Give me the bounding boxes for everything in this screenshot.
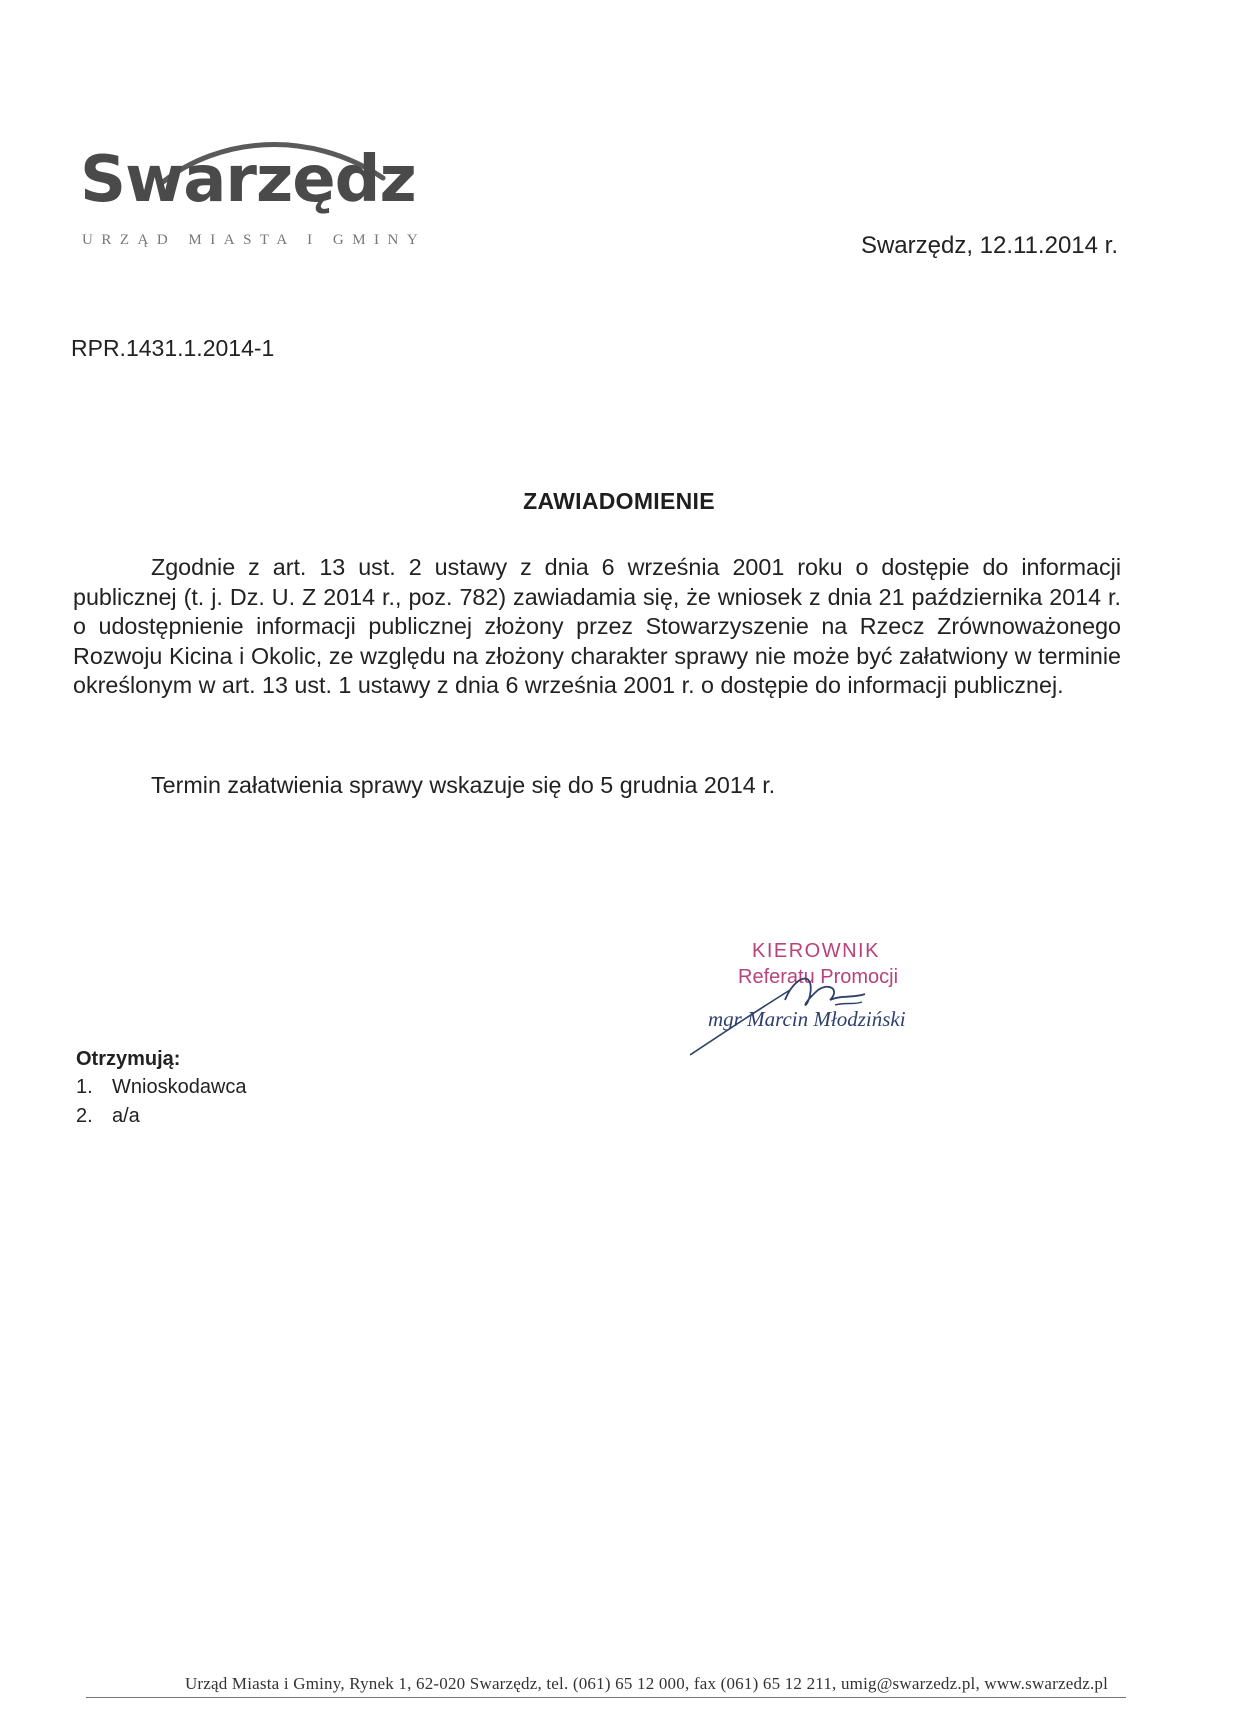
body-paragraph: Zgodnie z art. 13 ust. 2 ustawy z dnia 6 września 2001 roku o dostępie do informacji publicznej (t. j. Dz. U. Z 2014 r., poz. 782) zawiadamia się, że wniosek z dnia 21 października 2014 r. o udostępnienie informacji publicznej złożony przez Stowarzyszenie na Rzecz Zrównoważonego Rozwoju Kicina i Okolic, ze względu na złożony charakter sprawy nie może być załatwiony w terminie określonym w art. 13 ust. 1 ustawy z dnia 6 września 2001 r. o dostępie do informacji publicznej. <box>73 554 1121 698</box>
place-date: Swarzędz, 12.11.2014 r. <box>860 232 1118 259</box>
logo-wordmark: Swarzędz <box>80 143 416 217</box>
recipients-heading: Otrzymują: <box>76 1048 181 1070</box>
stamp-name: mgr Marcin Młodziński <box>708 1007 906 1031</box>
handwritten-signature <box>690 960 930 1060</box>
recipients-list <box>76 1048 247 1131</box>
reference-number: RPR.1431.1.2014-1 <box>71 335 275 361</box>
signature-stamp <box>700 940 1000 1060</box>
footer-contact: Urząd Miasta i Gminy, Rynek 1, 62-020 Swarzędz, tel. (061) 65 12 000, fax (061) 65 12 211, umig@swarzedz.pl, www.swarzedz.pl <box>184 1674 1109 1693</box>
municipality-logo <box>80 130 427 250</box>
list-item <box>76 1102 247 1131</box>
stamp-title: KIEROWNIK <box>752 940 880 962</box>
list-item <box>76 1073 247 1102</box>
logo-subtitle: URZĄD MIASTA I GMINY <box>82 232 427 248</box>
stamp-department: Referatu Promocji <box>738 966 899 988</box>
deadline-paragraph: Termin załatwienia sprawy wskazuje się do 5 grudnia 2014 r. <box>151 772 776 798</box>
list-item-label: Wnioskodawca <box>112 1076 247 1098</box>
list-item-label: a/a <box>112 1105 140 1127</box>
list-item-number: 1. <box>76 1076 93 1098</box>
list-item-number: 2. <box>76 1105 93 1127</box>
footer-divider <box>86 1697 1126 1698</box>
document-title: ZAWIADOMIENIE <box>523 488 715 514</box>
